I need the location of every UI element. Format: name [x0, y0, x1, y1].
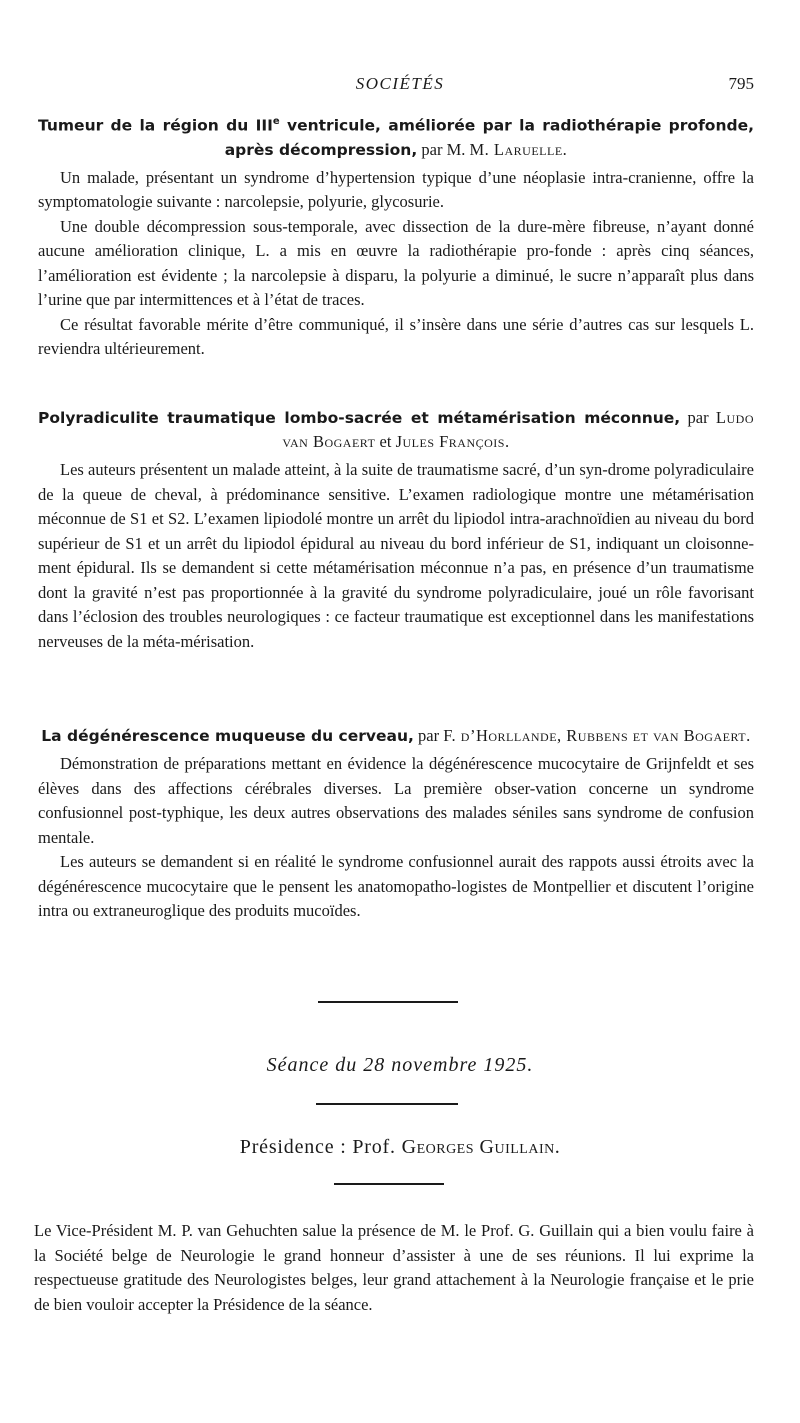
divider-rule-1: [318, 1001, 458, 1003]
divider-rule-3: [334, 1183, 444, 1185]
entry-3: [38, 724, 754, 924]
entry-1-title: Tumeur de la région du III: [38, 116, 273, 135]
presidence-label: Présidence : Prof.: [239, 1136, 402, 1158]
entry-2-title: Polyradiculite traumatique lombo-sacrée et métamérisation méconnue,: [38, 409, 681, 427]
entry-1-heading: [38, 110, 754, 162]
seance-heading: Séance du 28 novembre 1925.: [266, 1054, 534, 1076]
entry-1: [38, 110, 754, 362]
entry-2-author-2: Jules François.: [395, 432, 510, 451]
running-title: SOCIÉTÉS: [355, 74, 445, 93]
entry-2-and: et: [375, 432, 396, 451]
entry-3-by: par: [413, 726, 444, 745]
entry-3-paragraph-1: Démonstration de préparations mettant en évidence la dégénérescence mucocytaire de Grijnfeldt et ses élèves dans des affections cérébrales diverses. La première obser-vation concerne un syndrome confusionnel post-typhique, les deux autres observations des malades séniles sans syndrome de confusion mentale.: [38, 754, 754, 847]
entry-3-heading: [38, 724, 754, 748]
entry-2-heading: [38, 406, 754, 454]
presidence-heading: [0, 1136, 800, 1159]
entry-3-authors: F. d’Horllande, Rubbens et van Bogaert.: [443, 726, 751, 745]
entry-2-author-1: Ludo van Bogaert: [282, 408, 754, 451]
entry-2: [38, 406, 754, 654]
presidence-name: Georges Guillain.: [401, 1136, 561, 1158]
entry-3-paragraph-2: Les auteurs se demandent si en réalité le syndrome confusionnel aurait des rappots aussi étroits avec la dégénérescence mucocytaire que le pensent les anatomopatho-logistes de Montpellier et discutent l’origine intra ou extraneuroglique des produits mucoïdes.: [38, 852, 754, 920]
divider-rule-2: [316, 1103, 458, 1105]
entry-1-title-rest: ventricule, améliorée par la radiothérapie profonde, après décompression,: [224, 116, 754, 159]
entry-3-title: La dégénérescence muqueuse du cerveau,: [41, 727, 414, 745]
entry-1-by: par M.: [417, 139, 470, 159]
entry-1-authors: M. Laruelle.: [469, 139, 568, 159]
entry-2-by: par: [680, 408, 716, 427]
entry-1-title-sup: e: [272, 116, 280, 127]
entry-1-paragraph-3: Ce résultat favorable mérite d’être communiqué, il s’insère dans une série d’autres cas sur lesquels L. reviendra ultérieurement.: [38, 314, 754, 358]
entry-2-paragraph-1: Les auteurs présentent un malade atteint, à la suite de traumatisme sacré, d’un syn-drome polyradiculaire de la queue de cheval, à prédominance sensitive. L’examen radiologique montre une métamérisation méconnue de S1 et S2. L’examen lipiodolé montre un arrêt du lipiodol intra-arachnoïdien au niveau du bord supérieur de S1 et un arrêt du lipiodol épidural au niveau du bord inférieur de S1, indiquant un cloisonne-ment épidural. Ils se demandent si cette métamérisation méconnue n’a pas, en présence d’un traumatisme dont la gravité n’est pas proportionnée à la gravité du syndrome polyradiculaire, joué un rôle favorisant dans l’éclosion des troubles neurologiques : ce facteur traumatique est exceptionnel dans les manifestations nerveuses de la méta-mérisation.: [38, 460, 754, 651]
closing-section: [34, 1219, 754, 1317]
running-head: [0, 74, 800, 98]
closing-paragraph: Le Vice-Président M. P. van Gehuchten salue la présence de M. le Prof. G. Guillain qui a bien voulu faire à la Société belge de Neurologie le grand honneur d’assister à une de ses réunions. Il lui exprime la respectueuse gratitude des Neurologistes belges, leur grand attachement à la Neurologie française et le prie de bien vouloir accepter la Présidence de la séance.: [34, 1221, 754, 1314]
entry-1-paragraph-1: Un malade, présentant un syndrome d’hypertension typique d’une néoplasie intra-cranienne, offre la symptomatologie suivante : narcolepsie, polyurie, glycosurie.: [38, 167, 754, 211]
page-number: 795: [728, 74, 754, 93]
entry-1-paragraph-2: Une double décompression sous-temporale, avec dissection de la dure-mère fibreuse, n’ayant donné aucune amélioration clinique, L. a mis en œuvre la radiothérapie pro-fonde : après cinq séances, l’amélioration est évidente ; la narcolepsie à disparu, la polyurie a diminué, le sucre n’apparaît plus dans l’urine que par intermittences et à l’état de traces.: [38, 216, 754, 309]
